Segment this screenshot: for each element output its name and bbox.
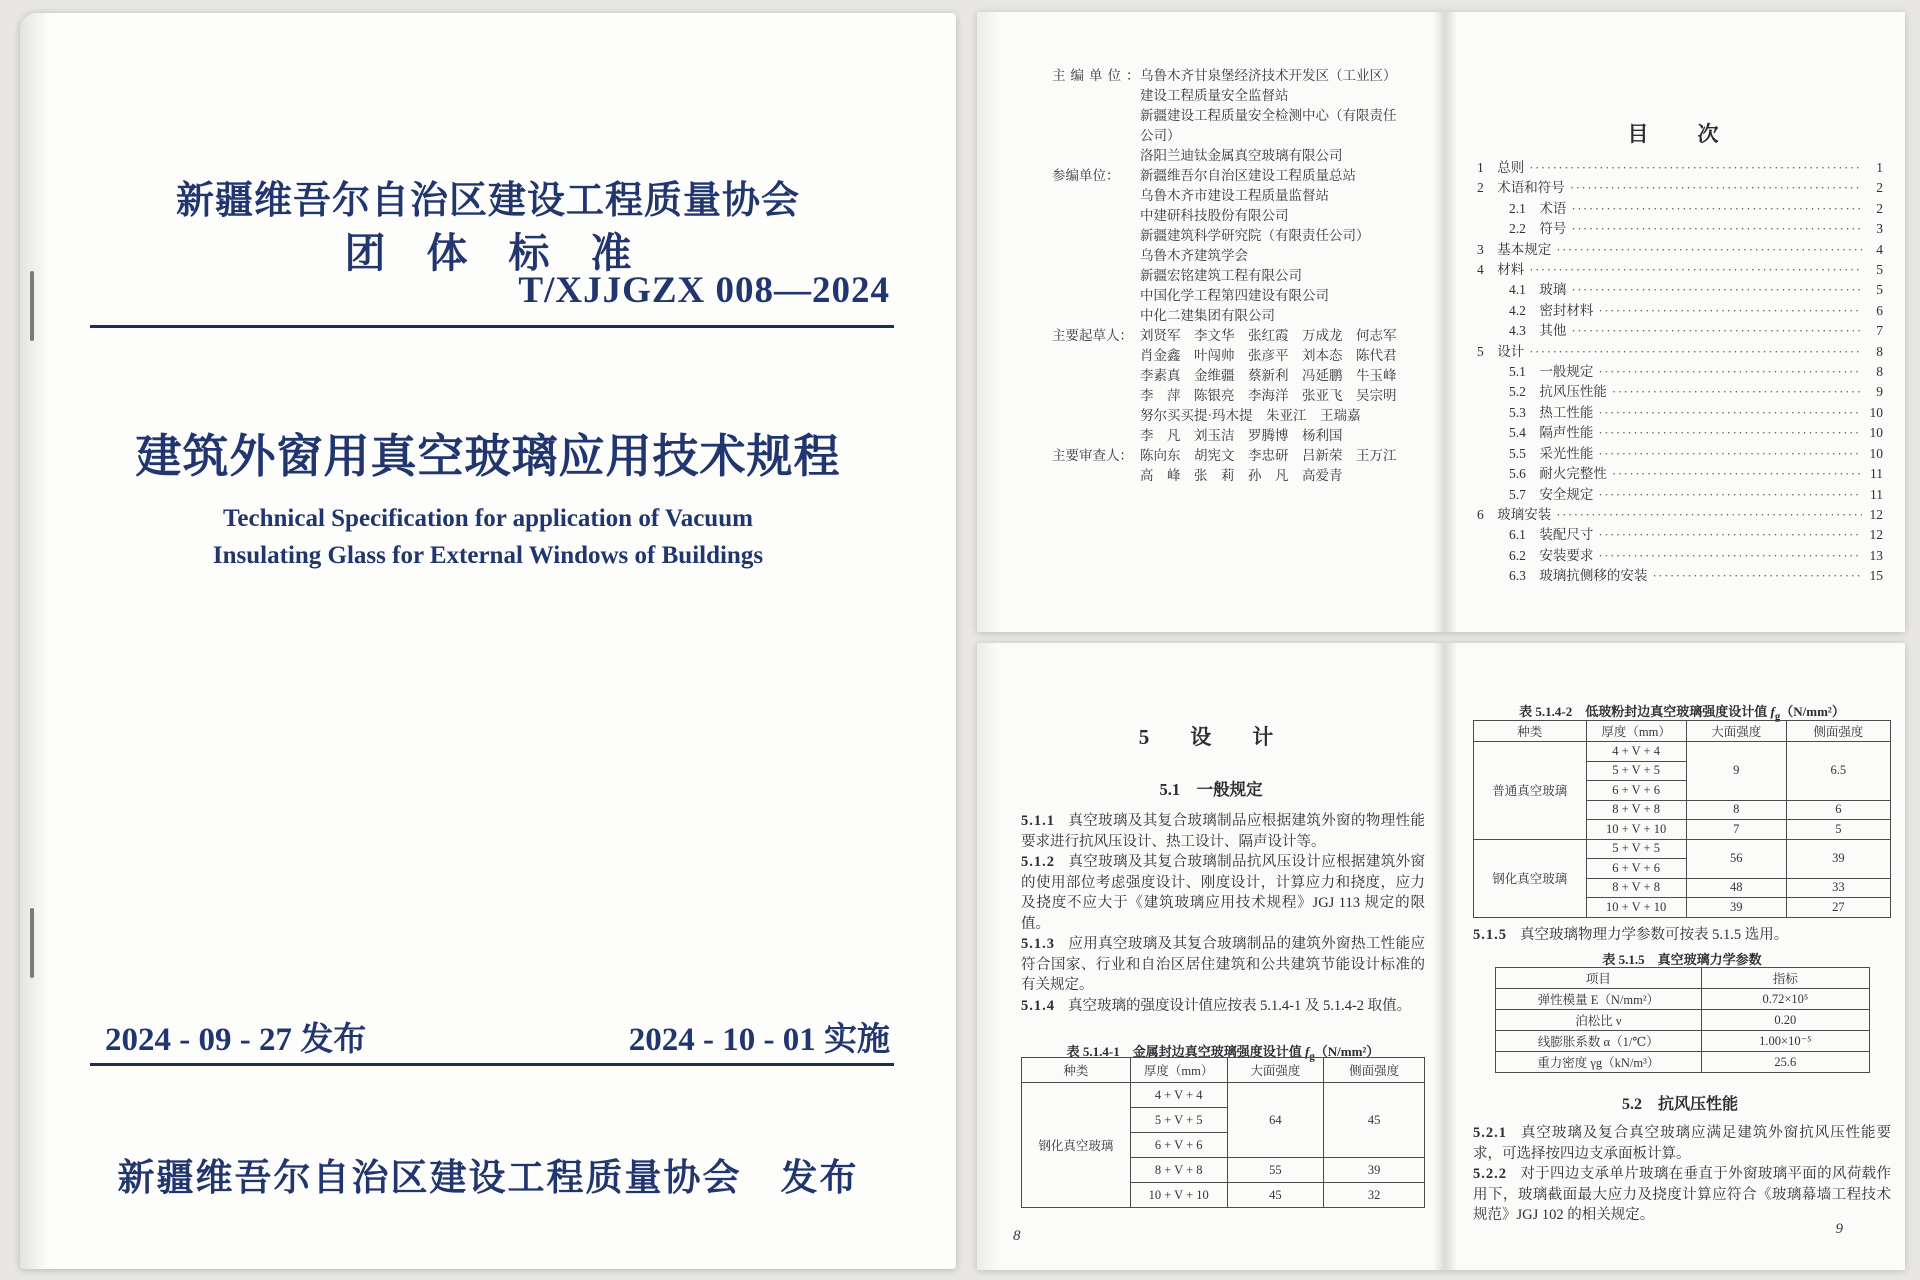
toc-page-number: 13 (1869, 547, 1883, 563)
toc-dot-leader (1598, 525, 1862, 545)
credit-line: 中化二建集团有限公司 (1140, 308, 1275, 323)
header-edge-strength: 侧面强度 (1324, 1058, 1425, 1083)
cell-thickness: 5 + V + 5 (1130, 1108, 1227, 1133)
toc-dot-leader (1598, 546, 1862, 566)
toc-entry-text: 5.5 采光性能 (1509, 445, 1594, 461)
toc-dot-leader (1529, 158, 1862, 178)
f-symbol-subscript: g (1774, 710, 1781, 723)
toc-entry (1477, 321, 1883, 341)
cell-face: 45 (1227, 1183, 1324, 1208)
clause-text: 真空玻璃的强度设计值应按表 5.1.4-1 及 5.1.4-2 取值。 (1068, 997, 1412, 1014)
toc-dot-leader (1598, 485, 1862, 505)
toc-entry-text: 2.2 符号 (1509, 221, 1567, 237)
cell-thickness: 10 + V + 10 (1586, 898, 1686, 918)
toc-entry-text: 5.6 耐火完整性 (1509, 466, 1607, 482)
cell-category: 钢化真空玻璃 (1474, 839, 1587, 917)
credit-line: 陈向东 胡宪文 李忠研 吕新荣 王万江 (1140, 448, 1397, 463)
cell-item: 线膨胀系数 α（1/℃） (1496, 1031, 1702, 1052)
clause-paragraph (1021, 852, 1425, 934)
toc-entry (1477, 342, 1883, 362)
credit-line: 中国化学工程第四建设有限公司 (1140, 288, 1329, 303)
credit-line: 新疆宏铭建筑工程有限公司 (1140, 268, 1302, 283)
cover-title-en-line2: Insulating Glass for External Windows of Buildings (212, 542, 764, 569)
toc-page-number: 8 (1876, 364, 1883, 380)
toc-page-number: 7 (1876, 323, 1883, 339)
credit-line: 新疆建筑科学研究院（有限责任公司） (1140, 228, 1370, 243)
toc-entry (1477, 199, 1883, 219)
page-number-8: 8 (1013, 1228, 1021, 1244)
toc-entry (1477, 260, 1883, 280)
cell-thickness: 8 + V + 8 (1586, 800, 1686, 820)
credit-label: 主要审查人： (1052, 448, 1133, 463)
cell-thickness: 4 + V + 4 (1586, 742, 1686, 762)
clause-paragraph (1473, 1123, 1891, 1164)
credit-label: 主要起草人： (1052, 328, 1133, 343)
toc-page-number: 10 (1869, 404, 1883, 420)
cell-edge: 27 (1786, 898, 1890, 918)
cover-title-en-line1: Technical Specification for application of Vacuum (223, 505, 753, 532)
toc-page-number: 5 (1876, 282, 1883, 298)
toc-entry-text: 5.4 隔声性能 (1509, 425, 1594, 441)
clause-number: 5.1.2 (1021, 854, 1055, 870)
cell-face: 55 (1227, 1158, 1324, 1183)
toc-page-number: 1 (1876, 160, 1883, 175)
header-face-strength: 大面强度 (1686, 721, 1786, 742)
cell-thickness: 6 + V + 6 (1586, 859, 1686, 879)
cell-thickness: 8 + V + 8 (1130, 1158, 1227, 1183)
credit-line: 肖金鑫 叶闯帅 张彦平 刘本态 陈代君 (1140, 348, 1397, 363)
clauses-5-1 (1021, 811, 1425, 1016)
clause-text: 真空玻璃物理力学参数可按表 5.1.5 选用。 (1520, 927, 1789, 943)
clause-paragraph (1021, 996, 1425, 1017)
toc-page-number: 11 (1870, 486, 1883, 502)
toc-dot-leader (1556, 505, 1862, 525)
cell-thickness: 5 + V + 5 (1586, 839, 1686, 859)
table-row (1474, 742, 1891, 762)
toc-entry-text: 2 术语和符号 (1477, 180, 1565, 196)
toc-entry-text: 6.2 安装要求 (1509, 547, 1594, 563)
cell-edge: 6.5 (1786, 742, 1890, 801)
f-symbol: f (1305, 1044, 1310, 1059)
credit-line: 中建研科技股份有限公司 (1140, 208, 1289, 223)
section-5-1-title: 5.1 一般规定 (1159, 780, 1263, 799)
staple-mark (30, 908, 34, 978)
credit-line: 新疆建设工程质量安全检测中心（有限责任 (1140, 108, 1397, 123)
credit-label: 主编单位： (1052, 68, 1145, 83)
toc-entry (1477, 219, 1883, 239)
toc-entry (1477, 525, 1883, 545)
toc-entry-text: 3 基本规定 (1477, 241, 1552, 257)
credit-line: 乌鲁木齐市建设工程质量监督站 (1140, 188, 1329, 203)
design-chapter-spread (977, 643, 1905, 1270)
toc-entry-text: 4 材料 (1477, 262, 1525, 278)
header-edge-strength: 侧面强度 (1786, 721, 1890, 742)
toc-title: 目 次 (1627, 122, 1733, 146)
cover-association: 新疆维吾尔自治区建设工程质量协会 (175, 180, 800, 222)
toc-entry (1477, 546, 1883, 566)
cover-standard-type: 团 体 标 准 (344, 230, 632, 276)
cell-edge: 39 (1786, 839, 1890, 878)
credit-line: 努尔买买提·玛木提 朱亚江 王瑞嘉 (1140, 408, 1361, 423)
toc-page-number: 11 (1870, 466, 1883, 482)
toc-entry (1477, 178, 1883, 198)
toc-entry (1477, 158, 1883, 178)
clause-number: 5.2.1 (1473, 1125, 1507, 1141)
cell-face: 48 (1686, 878, 1786, 898)
toc-dot-leader (1529, 260, 1862, 280)
table-row (1496, 989, 1870, 1010)
toc-page-number: 15 (1869, 568, 1883, 584)
credit-line: 乌鲁木齐建筑学会 (1140, 248, 1248, 263)
clause-text: 真空玻璃及其复合玻璃制品应根据建筑外窗的物理性能要求进行抗风压设计、热工设计、隔声设计等。 (1021, 813, 1425, 850)
cell-face: 7 (1686, 820, 1786, 840)
toc-page-number: 12 (1869, 506, 1883, 522)
implement-date: 2024 - 10 - 01 实施 (628, 1022, 890, 1058)
clause-5-1-5 (1473, 925, 1891, 946)
toc-page-number: 2 (1876, 200, 1883, 216)
front-matter-spread (977, 12, 1905, 632)
clause-paragraph (1021, 811, 1425, 852)
table-row (1496, 1052, 1870, 1073)
credit-entry (1052, 326, 1415, 446)
toc-dot-leader (1598, 423, 1862, 443)
toc-entry (1477, 566, 1883, 586)
f-symbol: f (1770, 704, 1775, 719)
toc-page-number: 8 (1876, 343, 1883, 359)
cell-edge: 5 (1786, 820, 1890, 840)
staple-mark (30, 271, 34, 341)
toc-dot-leader (1598, 403, 1862, 423)
toc-entry-text: 4.3 其他 (1509, 323, 1567, 339)
toc-entry-text: 4.1 玻璃 (1509, 282, 1567, 298)
toc-dot-leader (1570, 178, 1862, 198)
cell-thickness: 10 + V + 10 (1130, 1183, 1227, 1208)
table-5-1-5-title: 表 5.1.5 真空玻璃力学参数 (1602, 952, 1762, 967)
toc-page-number: 3 (1876, 221, 1883, 237)
toc-entry (1477, 362, 1883, 382)
toc-entry (1477, 485, 1883, 505)
clause-number: 5.1.3 (1021, 936, 1055, 952)
f-symbol-subscript: g (1309, 1050, 1315, 1063)
toc-page-number: 12 (1869, 527, 1883, 543)
toc-entry-text: 5 设计 (1477, 343, 1525, 359)
credit-line: 高 峰 张 莉 孙 凡 高爱青 (1140, 468, 1343, 483)
credits-page (977, 12, 1445, 632)
clause-text: 对于四边支承单片玻璃在垂直于外窗玻璃平面的风荷载作用下，玻璃截面最大应力及挠度计算应符合《玻璃幕墙工程技术规范》JGJ 102 的相关规定。 (1473, 1166, 1891, 1223)
credit-line: 新疆维吾尔自治区建设工程质量总站 (1140, 168, 1356, 183)
table-header-row (1496, 968, 1870, 989)
toc-entry-text: 6 玻璃安装 (1477, 506, 1552, 522)
page-8 (977, 643, 1445, 1270)
table-row (1474, 839, 1891, 859)
cover-dates (105, 1013, 890, 1060)
header-thickness: 厚度（mm） (1586, 721, 1686, 742)
cell-item: 弹性模量 E（N/mm²） (1496, 989, 1702, 1010)
chapter-5-title: 5 设 计 (1138, 725, 1284, 749)
cell-value: 25.6 (1701, 1052, 1869, 1073)
toc-dot-leader (1571, 199, 1862, 219)
credit-line: 建设工程质量安全监督站 (1140, 88, 1289, 103)
credit-line: 李 凡 刘玉洁 罗腾博 杨利国 (1140, 428, 1343, 443)
clause-number: 5.1.4 (1021, 997, 1055, 1014)
toc-entry (1477, 505, 1883, 525)
cell-edge: 32 (1324, 1183, 1425, 1208)
toc-entry (1477, 382, 1883, 402)
toc-dot-leader (1598, 362, 1862, 382)
clause-number: 5.2.2 (1473, 1166, 1507, 1182)
credits-block (1052, 66, 1415, 486)
table-5-1-4-2 (1473, 720, 1891, 918)
credit-line: 公司） (1140, 128, 1181, 143)
cover-divider-bottom (90, 1063, 894, 1066)
credit-label: 参编单位： (1052, 168, 1120, 183)
table-row (1496, 1031, 1870, 1052)
header-kind: 种类 (1022, 1058, 1131, 1083)
toc-entry (1477, 464, 1883, 484)
toc-entry-text: 5.2 抗风压性能 (1509, 384, 1607, 400)
clause-number: 5.1.5 (1473, 927, 1507, 943)
toc-entry (1477, 240, 1883, 260)
page-gutter (1433, 643, 1457, 1270)
cell-face: 64 (1227, 1083, 1324, 1158)
clauses-5-2 (1473, 1123, 1891, 1226)
header-kind: 种类 (1474, 721, 1587, 742)
cell-thickness: 4 + V + 4 (1130, 1083, 1227, 1108)
cell-value: 1.00×10⁻⁵ (1701, 1031, 1869, 1052)
page-number-9: 9 (1835, 1221, 1843, 1237)
header-thickness: 厚度（mm） (1130, 1058, 1227, 1083)
toc-entry-text: 6.3 玻璃抗侧移的安装 (1509, 568, 1648, 584)
cell-face: 8 (1686, 800, 1786, 820)
toc-entry (1477, 403, 1883, 423)
cell-thickness: 5 + V + 5 (1586, 761, 1686, 781)
page-gutter (1433, 12, 1457, 632)
cell-item: 重力密度 γg（kN/m³） (1496, 1052, 1702, 1073)
cell-face: 56 (1686, 839, 1786, 878)
toc-entry-text: 5.3 热工性能 (1509, 404, 1594, 420)
cover-title-cn: 建筑外窗用真空玻璃应用技术规程 (135, 431, 841, 482)
clause-text: 应用真空玻璃及其复合玻璃制品的建筑外窗热工性能应符合国家、行业和自治区居住建筑和公共建筑节能设计标准的有关规定。 (1021, 936, 1425, 993)
clause-number: 5.1.1 (1021, 813, 1055, 829)
cell-face: 39 (1686, 898, 1786, 918)
credit-line: 洛阳兰迪钛金属真空玻璃有限公司 (1140, 148, 1343, 163)
table-5-1-4-1-title: 表 5.1.4-1 金属封边真空玻璃强度设计值 $f_g(N/mm^2)$ (1066, 1044, 1380, 1063)
cell-face: 9 (1686, 742, 1786, 801)
cell-thickness: 8 + V + 8 (1586, 878, 1686, 898)
table-header-row (1474, 721, 1891, 742)
toc-entry (1477, 444, 1883, 464)
cell-thickness: 6 + V + 6 (1586, 781, 1686, 801)
toc-page-number: 5 (1876, 262, 1883, 278)
toc-page-number: 10 (1869, 425, 1883, 441)
cover-divider-top (90, 325, 894, 328)
clause-paragraph (1021, 934, 1425, 996)
toc-page-number: 9 (1876, 384, 1883, 400)
toc-entry-text: 5.7 安全规定 (1509, 486, 1594, 502)
credit-line: 李 萍 陈银亮 李海洋 张亚飞 吴宗明 (1140, 388, 1397, 403)
table-header-row (1022, 1058, 1425, 1083)
cover-standard-number: T/XJJGZX 008—2024 (518, 270, 890, 311)
toc-list (1477, 158, 1883, 587)
credit-entry (1052, 166, 1415, 326)
toc-dot-leader (1598, 444, 1862, 464)
table-5-1-4-2-title: 表 5.1.4-2 低玻粉封边真空玻璃强度设计值 $f_g(N/mm^2)$ (1519, 704, 1845, 723)
table-5-1-5 (1495, 967, 1870, 1073)
cover-publisher: 新疆维吾尔自治区建设工程质量协会 发布 (117, 1158, 859, 1199)
toc-dot-leader (1612, 382, 1862, 402)
cell-edge: 6 (1786, 800, 1890, 820)
cover-page (20, 13, 956, 1269)
toc-dot-leader (1571, 280, 1862, 300)
toc-dot-leader (1612, 464, 1862, 484)
clause-text: 真空玻璃及其复合玻璃制品抗风压设计应根据建筑外窗的使用部位考虑强度设计、刚度设计，计算应力和挠度，应力及挠度不应大于《建筑玻璃应用技术规程》JGJ 113 规定的限值。 (1021, 854, 1425, 932)
cell-edge: 39 (1324, 1158, 1425, 1183)
toc-entry (1477, 423, 1883, 443)
toc-page-number: 6 (1876, 302, 1883, 318)
toc-page-number: 10 (1869, 445, 1883, 461)
cell-category: 普通真空玻璃 (1474, 742, 1587, 840)
section-5-2-title: 5.2 抗风压性能 (1621, 1096, 1738, 1113)
cell-thickness: 10 + V + 10 (1586, 820, 1686, 840)
toc-entry (1477, 280, 1883, 300)
toc-entry (1477, 301, 1883, 321)
toc-dot-leader (1571, 321, 1862, 341)
table-row (1022, 1083, 1425, 1108)
toc-dot-leader (1652, 566, 1862, 586)
toc-dot-leader (1598, 301, 1862, 321)
cell-category: 钢化真空玻璃 (1022, 1083, 1131, 1208)
cell-thickness: 6 + V + 6 (1130, 1133, 1227, 1158)
toc-page (1455, 12, 1905, 632)
toc-dot-leader (1571, 219, 1862, 239)
toc-page-number: 4 (1876, 241, 1883, 257)
toc-dot-leader (1529, 342, 1862, 362)
cell-value: 0.20 (1701, 1010, 1869, 1031)
toc-entry-text: 6.1 装配尺寸 (1509, 527, 1594, 543)
credit-line: 乌鲁木齐甘泉堡经济技术开发区（工业区） (1140, 68, 1397, 83)
cell-edge: 45 (1324, 1083, 1425, 1158)
page-9 (1455, 643, 1905, 1270)
cell-value: 0.72×10⁵ (1701, 989, 1869, 1010)
cover-title-en (20, 500, 956, 574)
toc-entry-text: 4.2 密封材料 (1509, 302, 1594, 318)
clause-paragraph (1473, 1164, 1891, 1226)
table-5-1-4-1 (1021, 1057, 1425, 1208)
credit-entry (1052, 446, 1415, 486)
toc-entry-text: 1 总则 (1477, 160, 1525, 175)
credit-line: 刘贤军 李文华 张红霞 万成龙 何志军 (1140, 328, 1397, 343)
header-value: 指标 (1701, 968, 1869, 989)
toc-page-number: 2 (1876, 180, 1883, 196)
toc-entry-text: 5.1 一般规定 (1509, 364, 1594, 380)
cell-edge: 33 (1786, 878, 1890, 898)
toc-dot-leader (1556, 240, 1862, 260)
header-item: 项目 (1496, 968, 1702, 989)
cell-item: 泊松比 ν (1496, 1010, 1702, 1031)
toc-entry-text: 2.1 术语 (1509, 200, 1567, 216)
header-face-strength: 大面强度 (1227, 1058, 1324, 1083)
credit-line: 李素真 金维疆 蔡新利 冯延鹏 牛玉峰 (1140, 368, 1397, 383)
clause-text: 真空玻璃及复合真空玻璃应满足建筑外窗抗风压性能要求，可选择按四边支承面板计算。 (1473, 1125, 1891, 1162)
table-row (1496, 1010, 1870, 1031)
issue-date: 2024 - 09 - 27 发布 (105, 1022, 367, 1058)
credit-entry (1052, 66, 1415, 166)
